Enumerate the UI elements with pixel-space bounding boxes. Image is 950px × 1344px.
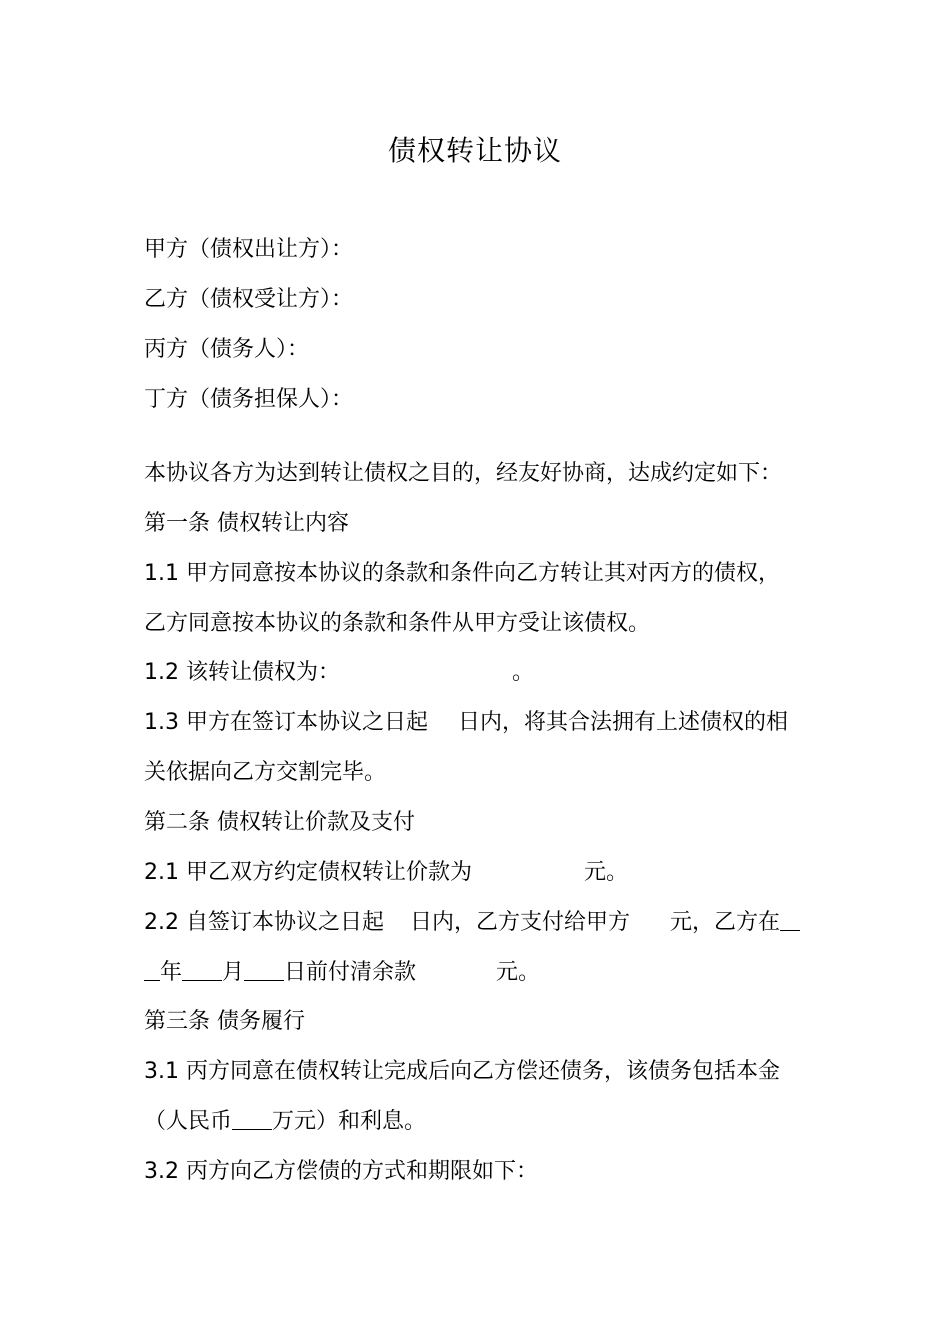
clause-1-3-text-a: 1.3 甲方在签订本协议之日起	[144, 710, 428, 735]
article-3-heading: 第三条 债务履行	[144, 1009, 305, 1034]
clause-2-2-end: 元。	[496, 960, 541, 985]
clause-3-1-line-2	[144, 1107, 824, 1137]
party-c-line: 丙方（债务人）：	[144, 337, 310, 362]
clause-2-1-end: 元。	[583, 860, 628, 885]
clause-2-1	[144, 858, 824, 888]
clause-1-1-line-2: 乙方同意按本协议的条款和条件从甲方受让该债权。	[144, 611, 651, 636]
clause-2-2-line-1	[144, 908, 824, 938]
clause-3-1-line-1: 3.1 丙方同意在债权转让完成后向乙方偿还债务，该债务包括本金	[144, 1059, 780, 1084]
clause-3-1-text-a: （人民币	[144, 1109, 233, 1134]
clause-1-1-line-1: 1.1 甲方同意按本协议的条款和条件向乙方转让其对丙方的债权，	[144, 561, 780, 586]
article-1-heading: 第一条 债权转让内容	[144, 511, 349, 536]
clause-1-3-line-2: 关依据向乙方交割完毕。	[144, 760, 387, 785]
blank-month	[182, 958, 222, 981]
clause-1-3-line-1	[144, 708, 824, 738]
clause-2-2-text-b: 日内，乙方支付给甲方	[409, 910, 630, 935]
clause-2-2-text-c: 元，乙方在	[670, 910, 781, 935]
blank-principal	[232, 1107, 272, 1130]
blank-year-part-2	[144, 958, 160, 981]
clause-3-1-text-b: 万元）和利息。	[272, 1109, 427, 1134]
blank-day	[244, 958, 284, 981]
clause-1-2-text: 1.2 该转让债权为：	[144, 660, 340, 685]
clause-1-2-end: 。	[511, 660, 534, 685]
clause-1-3-text-b: 日内，将其合法拥有上述债权的相	[457, 710, 788, 735]
blank-year-part-1	[780, 908, 800, 931]
clause-3-2: 3.2 丙方向乙方偿债的方式和期限如下：	[144, 1159, 538, 1184]
clause-2-2-line-2	[144, 958, 824, 988]
clause-2-2-month: 月	[222, 960, 245, 985]
party-d-line: 丁方（债务担保人）：	[144, 387, 354, 412]
clause-2-2-text-a: 2.2 自签订本协议之日起	[144, 910, 384, 935]
document-title: 债权转让协议	[387, 134, 562, 167]
clause-2-2-day: 日前付清余款	[284, 960, 417, 985]
clause-2-1-text: 2.1 甲乙双方约定债权转让价款为	[144, 860, 472, 885]
clause-2-2-year: 年	[160, 960, 183, 985]
article-2-heading: 第二条 债权转让价款及支付	[144, 810, 415, 835]
clause-1-2	[144, 658, 824, 688]
intro-paragraph: 本协议各方为达到转让债权之目的，经友好协商，达成约定如下：	[144, 461, 783, 486]
party-a-line: 甲方（债权出让方）：	[144, 237, 354, 262]
party-b-line: 乙方（债权受让方）：	[144, 287, 354, 312]
